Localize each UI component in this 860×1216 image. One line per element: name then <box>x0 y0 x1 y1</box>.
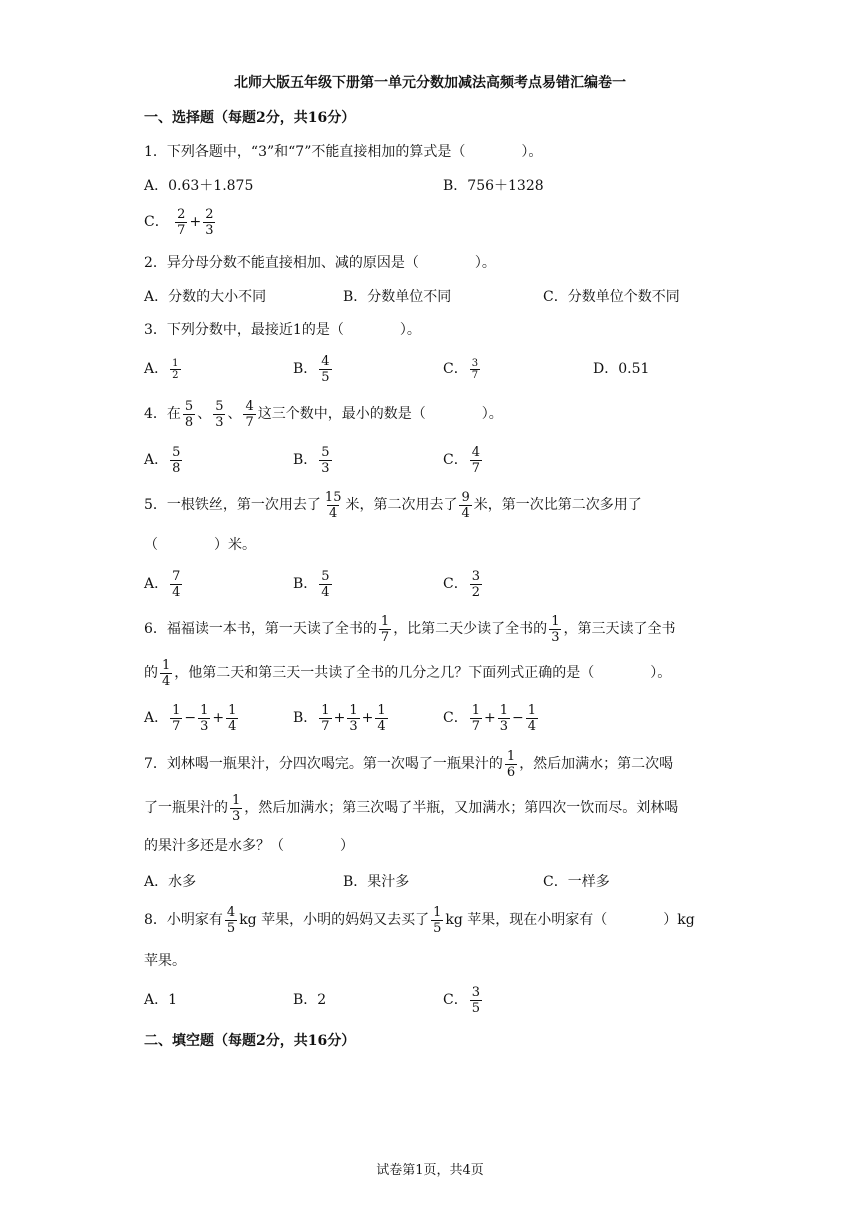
q3-option-b: B． $\frac{4}{5}$ <box>293 353 330 385</box>
fraction: $\frac{1}{3}$ <box>349 702 358 734</box>
fraction: $\frac{5}{8}$ <box>172 444 181 476</box>
fraction: $\frac{1}{4}$ <box>162 657 171 689</box>
fraction: $\frac{2}{7}$ <box>177 206 186 238</box>
question-7-stem-line3: 的果汁多还是水多？（ ） <box>144 838 354 854</box>
q2-option-c: C．分数单位个数不同 <box>543 289 680 305</box>
fraction: $\frac{5}{3}$ <box>215 398 224 430</box>
fraction: $\frac{1}{6}$ <box>506 748 516 780</box>
q4-option-b: B． $\frac{5}{3}$ <box>293 444 330 476</box>
fraction: $\frac{4}{5}$ <box>321 353 330 385</box>
question-6-stem: 6．福福读一本书，第一天读了全书的 $\frac{1}{7}$ ，比第二天少读了全书的 $\frac{1}{3}$ ，第三天读了全书 <box>144 613 676 645</box>
fraction: $\frac{1}{7}$ <box>321 702 330 734</box>
fraction: $\frac{1}{7}$ <box>471 702 480 734</box>
question-5-stem: 5．一根铁丝，第一次用去了 $\frac{15}{4}$ 米，第二次用去了 $\frac{9}{4}$ 米，第一次比第二次多用了 <box>144 489 642 521</box>
question-3-stem: 3．下列分数中，最接近1的是（ ）。 <box>144 322 421 338</box>
fraction: $\frac{1}{3}$ <box>232 792 241 824</box>
fraction: $\frac{1}{7}$ <box>172 702 181 734</box>
fraction: $\frac{3}{5}$ <box>471 984 480 1016</box>
q6-option-b: B． $\frac{1}{7}$ + $\frac{1}{3}$ + $\frac{1}{4}$ <box>293 702 386 734</box>
question-5-stem-line2: （ ）米。 <box>144 537 256 553</box>
page-title: 北师大版五年级下册第一单元分数加减法高频考点易错汇编卷一 <box>234 75 626 91</box>
q7-option-a: A．水多 <box>144 874 197 890</box>
question-4-stem: 4．在 $\frac{5}{8}$ 、 $\frac{5}{3}$ 、 $\frac{4}{7}$ 这三个数中，最小的数是（ ）。 <box>144 398 503 430</box>
fraction: $\frac{1}{3}$ <box>499 702 509 734</box>
question-8-stem: 8．小明家有 $\frac{4}{5}$ kg 苹果，小明的妈妈又去买了 $\frac{1}{5}$ kg 苹果，现在小明家有（ ）kg <box>144 904 695 936</box>
q1-option-c <box>144 203 217 241</box>
q4-option-a: A． $\frac{5}{8}$ <box>144 444 181 476</box>
q3-option-d: D．0.51 <box>593 361 650 377</box>
fraction: $\frac{3}{2}$ <box>471 568 480 600</box>
fraction: $\frac{5}{3}$ <box>321 444 330 476</box>
section-choice-heading: 一、选择题（每题2分，共16分） <box>144 110 356 126</box>
question-7-stem: 7．刘林喝一瓶果汁，分四次喝完。第一次喝了一瓶果汁的 $\frac{1}{6}$ ，然后加满水；第二次喝 <box>144 748 674 780</box>
question-2-stem: 2．异分母分数不能直接相加、减的原因是（ ）。 <box>144 255 496 271</box>
q3-option-c: C． $\frac{3}{7}$ <box>443 357 479 381</box>
q1-option-b: B．756＋1328 <box>443 178 544 194</box>
q5-option-b: B． $\frac{5}{4}$ <box>293 568 330 600</box>
question-8-stem-line2: 苹果。 <box>144 953 186 969</box>
fraction: $\frac{4}{7}$ <box>471 444 480 476</box>
q2-option-a: A．分数的大小不同 <box>144 289 267 305</box>
q5-option-a: A． $\frac{7}{4}$ <box>144 568 181 600</box>
q7-option-c: C．一样多 <box>543 874 610 890</box>
fraction: $\frac{4}{7}$ <box>245 398 254 430</box>
q4-option-c: C． $\frac{4}{7}$ <box>443 444 480 476</box>
fraction: $\frac{5}{4}$ <box>321 568 330 600</box>
fraction: $\frac{5}{8}$ <box>184 398 194 430</box>
q2-option-b: B．分数单位不同 <box>343 289 452 305</box>
q8-option-b: B．2 <box>293 992 327 1008</box>
fraction: $\frac{2}{3}$ <box>205 206 214 238</box>
q8-option-c: C． $\frac{3}{5}$ <box>443 984 480 1016</box>
q1-option-c-label: C． <box>144 214 169 230</box>
q5-option-c: C． $\frac{3}{2}$ <box>443 568 480 600</box>
fraction: $\frac{9}{4}$ <box>461 489 470 521</box>
fraction: $\frac{1}{4}$ <box>228 702 237 734</box>
fraction: $\frac{3}{7}$ <box>471 357 479 381</box>
fraction: $\frac{1}{5}$ <box>433 904 442 936</box>
fraction: $\frac{1}{7}$ <box>380 613 390 645</box>
page-footer: 试卷第1页，共4页 <box>376 1163 484 1178</box>
fraction: $\frac{1}{4}$ <box>377 702 386 734</box>
q7-option-b: B．果汁多 <box>343 874 410 890</box>
q6-option-a: A． $\frac{1}{7}$ − $\frac{1}{3}$ + $\frac{1}{4}$ <box>144 702 237 734</box>
q6-option-c: C． $\frac{1}{7}$ + $\frac{1}{3}$ − $\frac{1}{4}$ <box>443 702 537 734</box>
operator: + <box>189 214 202 230</box>
fraction: $\frac{1}{3}$ <box>551 613 560 645</box>
q3-option-a: A． $\frac{1}{2}$ <box>144 357 179 381</box>
fraction: $\frac{7}{4}$ <box>172 568 181 600</box>
fraction: $\frac{4}{5}$ <box>226 904 236 936</box>
question-6-stem-line2: 的 $\frac{1}{4}$ ，他第二天和第三天一共读了全书的几分之几？下面列式正确的是（ ）。 <box>144 657 672 689</box>
fraction: $\frac{1}{3}$ <box>200 702 209 734</box>
question-1-stem: 1．下列各题中，“3”和“7”不能直接相加的算式是（ ）。 <box>144 144 543 160</box>
fraction: $\frac{1}{4}$ <box>527 702 537 734</box>
question-7-stem-line2: 了一瓶果汁的 $\frac{1}{3}$ ，然后加满水；第三次喝了半瓶，又加满水；第四次一饮而尽。刘林喝 <box>144 792 679 824</box>
q1-option-a: A．0.63＋1.875 <box>144 178 254 194</box>
fraction: $\frac{1}{2}$ <box>172 357 179 381</box>
q8-option-a: A．1 <box>144 992 178 1008</box>
section-fill-heading: 二、填空题（每题2分，共16分） <box>144 1033 356 1049</box>
fraction: $\frac{15}{4}$ <box>324 489 342 521</box>
